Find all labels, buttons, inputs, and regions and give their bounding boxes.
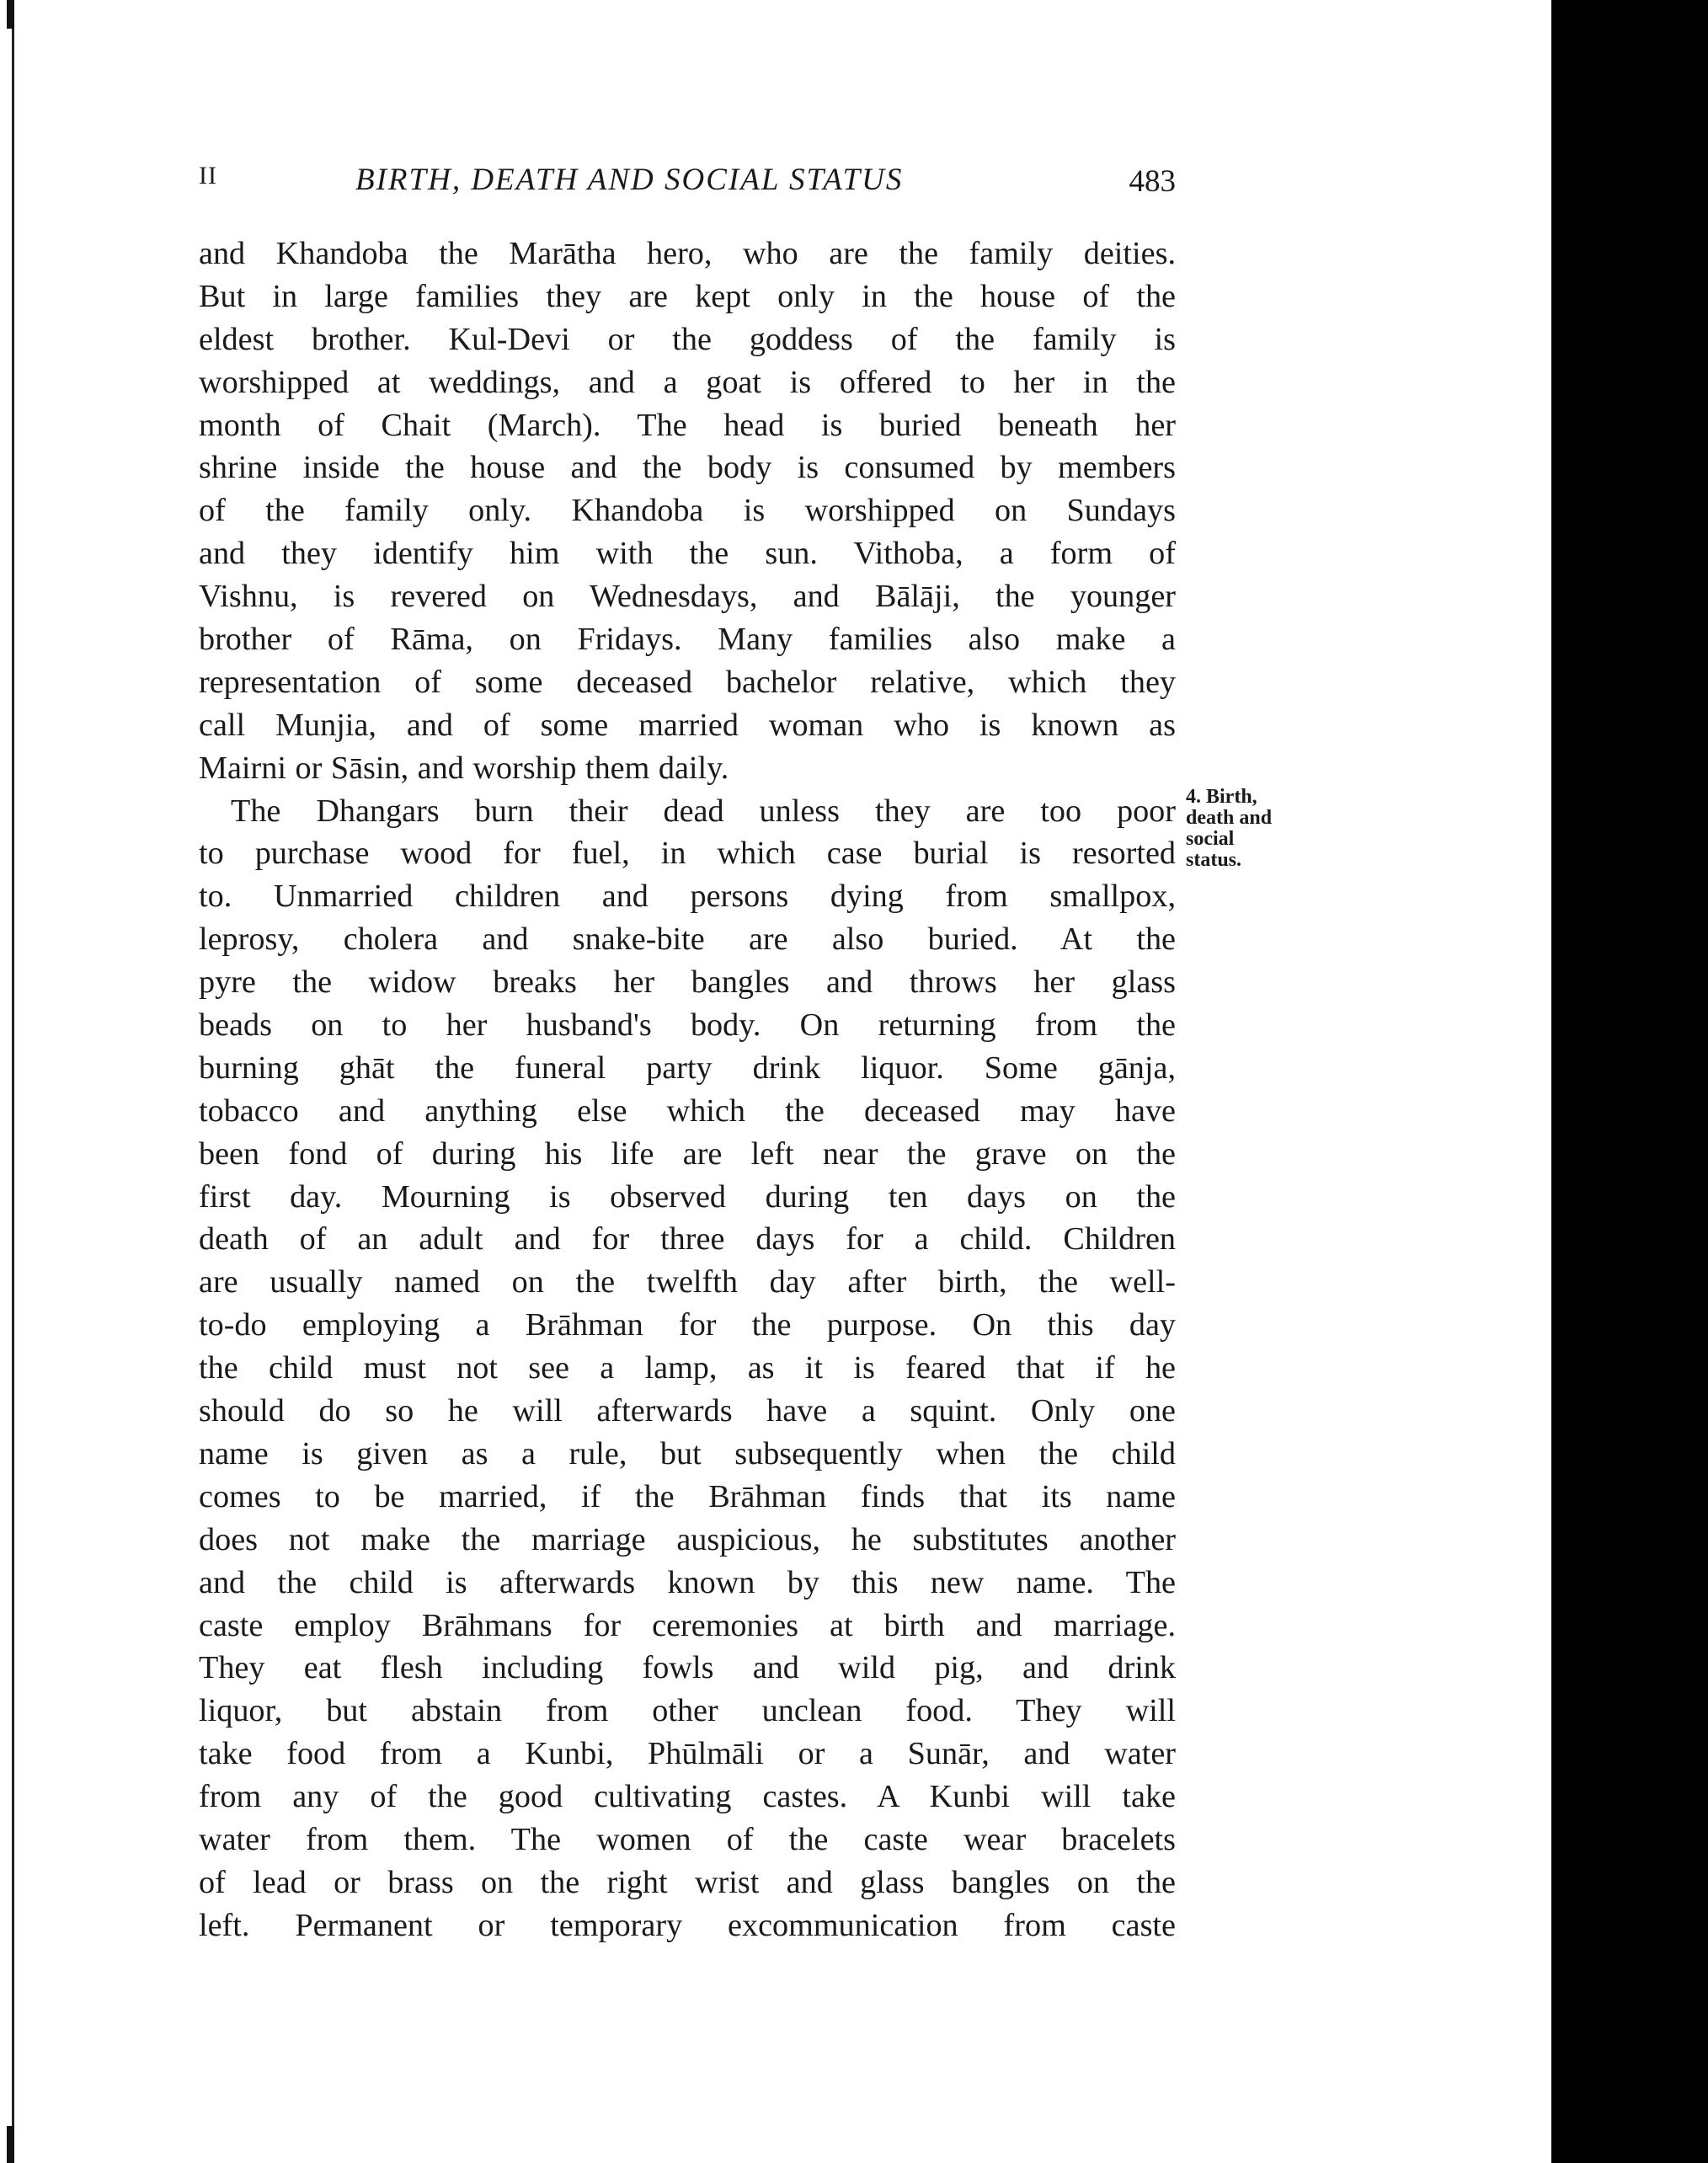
text-line: and the child is afterwards known by this new name. The	[199, 1564, 1176, 1600]
text-line: But in large families they are kept only in the house of the	[199, 278, 1176, 314]
scan-left-edge	[12, 0, 14, 2163]
scan-mark-top	[7, 0, 14, 29]
margin-note-line: social	[1186, 828, 1235, 850]
chapter-folio: II	[199, 162, 217, 190]
text-line: of the family only. Khandoba is worshipped on Sundays	[199, 493, 1176, 529]
text-line: Vishnu, is revered on Wednesdays, and Bālāji, the younger	[199, 579, 1176, 615]
text-line: tobacco and anything else which the deceased may have	[199, 1092, 1176, 1129]
text-line: caste employ Brāhmans for ceremonies at birth and marriage.	[199, 1607, 1176, 1643]
text-line: leprosy, cholera and snake-bite are also buried. At the	[199, 921, 1176, 958]
text-line: eldest brother. Kul-Devi or the goddess of the family is	[199, 321, 1176, 357]
text-line: to-do employing a Brāhman for the purpose. On this day	[199, 1307, 1176, 1343]
margin-note-line: death and	[1186, 807, 1273, 829]
running-header	[199, 162, 1176, 209]
text-line: representation of some deceased bachelor relative, which they	[199, 664, 1176, 700]
margin-note	[1186, 787, 1304, 871]
text-line: are usually named on the twelfth day after birth, the well-	[199, 1264, 1176, 1300]
text-line: water from them. The women of the caste wear bracelets	[199, 1821, 1176, 1857]
text-line: call Munjia, and of some married woman who is known as	[199, 707, 1176, 743]
text-line: the child must not see a lamp, as it is feared that if he	[199, 1350, 1176, 1386]
text-line: from any of the good cultivating castes. A Kunbi will take	[199, 1779, 1176, 1815]
text-line: and Khandoba the Marātha hero, who are the family deities.	[199, 236, 1176, 271]
text-line: worshipped at weddings, and a goat is offered to her in the	[199, 364, 1176, 400]
text-line: comes to be married, if the Brāhman finds that its name	[199, 1478, 1176, 1514]
text-line: to. Unmarried children and persons dying from smallpox,	[199, 879, 1176, 915]
scan-dark-margin	[1551, 0, 1708, 2163]
running-title: BIRTH, DEATH AND SOCIAL STATUS	[355, 163, 904, 197]
margin-note-line: status.	[1186, 849, 1242, 871]
text-line: brother of Rāma, on Fridays. Many families also make a	[199, 622, 1176, 658]
text-line: pyre the widow breaks her bangles and throws her glass	[199, 964, 1176, 1001]
text-line: name is given as a rule, but subsequently when the child	[199, 1435, 1176, 1471]
text-line: to purchase wood for fuel, in which case burial is resorted	[199, 836, 1176, 872]
text-line: liquor, but abstain from other unclean food. They will	[199, 1693, 1176, 1729]
text-line: take food from a Kunbi, Phūlmāli or a Sunār, and water	[199, 1736, 1176, 1772]
page-number: 483	[1129, 164, 1176, 199]
scan-mark-bottom	[7, 2126, 14, 2163]
paragraph-start-line: The Dhangars burn their dead unless they are too poor	[231, 793, 1176, 829]
text-line: left. Permanent or temporary excommunication from caste	[199, 1907, 1176, 1943]
text-line: should do so he will afterwards have a squint. Only one	[199, 1393, 1176, 1429]
text-line: beads on to her husband's body. On returning from the	[199, 1007, 1176, 1044]
paragraph-end-line: Mairni or Sāsin, and worship them daily.	[199, 750, 729, 786]
text-line: does not make the marriage auspicious, he substitutes another	[199, 1521, 1176, 1557]
text-line: shrine inside the house and the body is consumed by members	[199, 450, 1176, 486]
text-line: death of an adult and for three days for a child. Children	[199, 1221, 1176, 1258]
text-line: been fond of during his life are left near the grave on the	[199, 1135, 1176, 1172]
body-text	[199, 232, 1176, 1947]
text-line: first day. Mourning is observed during ten days on the	[199, 1178, 1176, 1215]
text-line: and they identify him with the sun. Vithoba, a form of	[199, 536, 1176, 572]
text-line: They eat flesh including fowls and wild pig, and drink	[199, 1650, 1176, 1686]
margin-note-line: 4. Birth,	[1186, 786, 1257, 808]
text-line: month of Chait (March). The head is buried beneath her	[199, 407, 1176, 443]
text-line: burning ghāt the funeral party drink liquor. Some gānja,	[199, 1049, 1176, 1086]
text-line: of lead or brass on the right wrist and glass bangles on the	[199, 1864, 1176, 1900]
